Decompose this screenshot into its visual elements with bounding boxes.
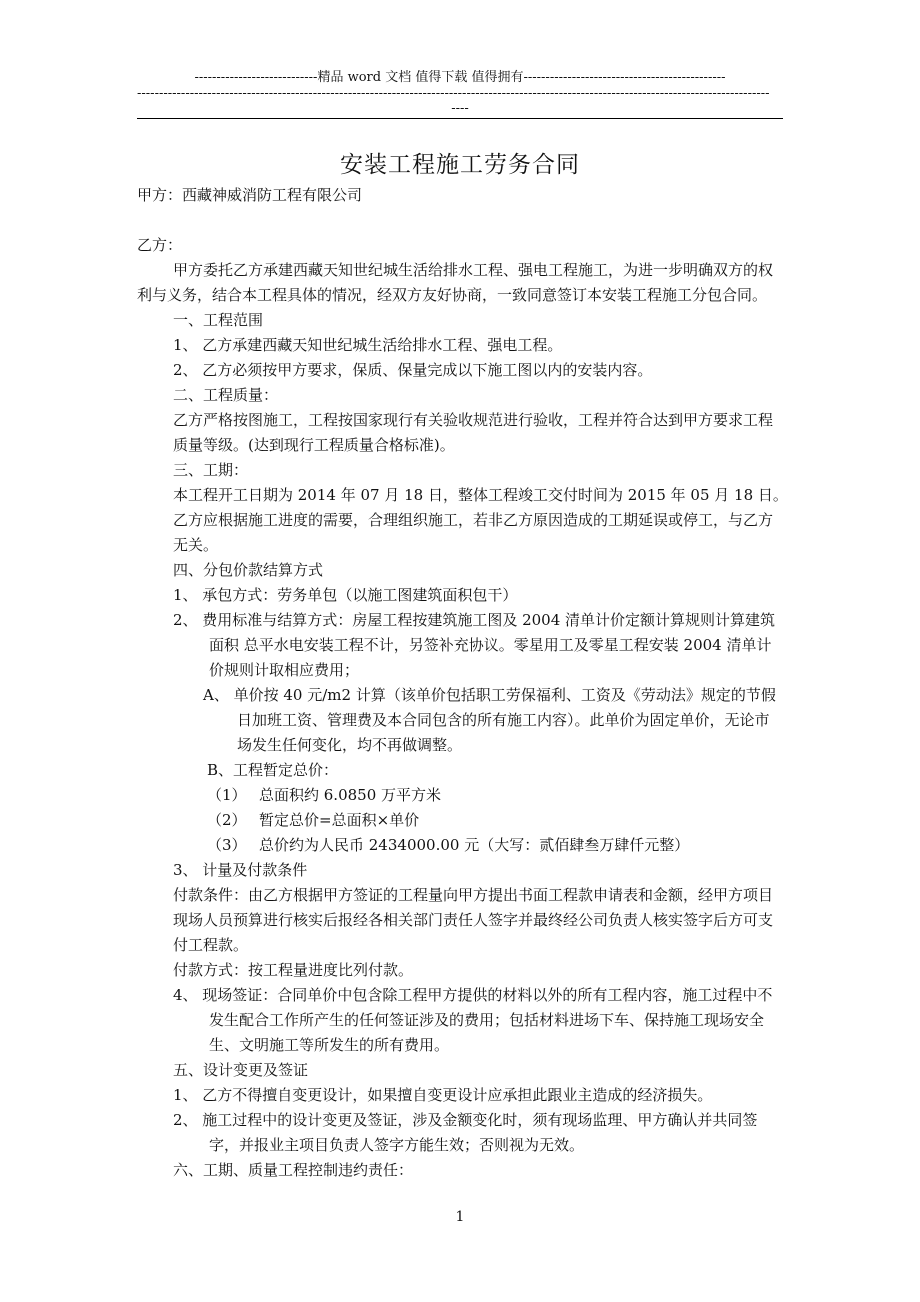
party-a: 甲方：西藏神威消防工程有限公司 <box>137 186 363 204</box>
section-3-heading: 三、工期： <box>173 461 249 479</box>
price-line <box>137 833 783 858</box>
document-title: 安装工程施工劳务合同 <box>340 152 580 178</box>
section-4-item-3: 3、 计量及付款条件 <box>173 861 308 879</box>
price-line <box>137 783 783 808</box>
section-3-dates: 本工程开工日期为 2014 年 07 月 18 日，整体工程竣工交付时间为 2015 年 05 月 18 日。 <box>173 486 788 504</box>
payment-conditions: 付款条件：由乙方根据甲方签证的工程量向甲方提出书面工程款申请表和金额，经甲方项目现场人员预算进行核实后报经各相关部门责任人签字并最终经公司负责人核实签字后方可支付工程款。 <box>173 886 774 954</box>
header-rule <box>137 118 783 119</box>
section-4-heading: 四、分包价款结算方式 <box>173 561 324 579</box>
section-5-item: 1、 乙方不得擅自变更设计，如果擅自变更设计应承担此跟业主造成的经济损失。 <box>173 1086 713 1104</box>
section-1-item: 2、 乙方必须按甲方要求，保质、保量完成以下施工图以内的安装内容。 <box>173 361 653 379</box>
page-number: 1 <box>455 1209 465 1225</box>
section-5-heading: 五、设计变更及签证 <box>173 1061 309 1079</box>
section-4-item-a: A、 单价按 40 元/m2 计算（该单价包括职工劳保福利、工资及《劳动法》规定的节假日加班工资、管理费及本合同包含的所有施工内容）。此单价为固定单价，无论市场发生任何变化，均不再做调整。 <box>203 686 776 754</box>
intro-paragraph: 甲方委托乙方承建西藏天知世纪城生活给排水工程、强电工程施工，为进一步明确双方的权利与义务，结合本工程具体的情况，经双方友好协商，一致同意签订本安装工程施工分包合同。 <box>137 261 774 304</box>
price-line-text: 总价约为人民币 2434000.00 元（大写：贰佰肆叁万肆仟元整） <box>259 836 690 854</box>
header-banner: ----------------------------精品 word 文档 值得下载 值得拥有---------------------------------------------- <box>194 70 726 85</box>
section-5-item: 2、 施工过程中的设计变更及签证，涉及金额变化时，须有现场监理、甲方确认并共同签字，并报业主项目负责人签字方能生效；否则视为无效。 <box>173 1111 758 1154</box>
price-line-text: 暂定总价=总面积×单价 <box>259 811 420 829</box>
section-4-item-1: 1、 承包方式：劳务单包（以施工图建筑面积包干） <box>173 586 518 604</box>
price-line-number: （2） <box>207 811 247 829</box>
section-3-text: 乙方应根据施工进度的需要，合理组织施工，若非乙方原因造成的工期延误或停工，与乙方无关。 <box>173 511 774 554</box>
spacer <box>137 208 783 233</box>
section-4-item-b: B、工程暂定总价： <box>207 761 339 779</box>
header-dashes-tail: ---- <box>451 101 469 116</box>
section-6-heading: 六、工期、质量工程控制违约责任： <box>173 1161 414 1179</box>
header-dashes: ------------------------------------------------------------------------------------------------------------------------------------------------ <box>137 86 770 101</box>
payment-method: 付款方式：按工程量进度比列付款。 <box>173 961 414 979</box>
section-1-heading: 一、工程范围 <box>173 311 264 329</box>
price-line-number: （3） <box>207 836 247 854</box>
section-2-text: 乙方严格按图施工，工程按国家现行有关验收规范进行验收，工程并符合达到甲方要求工程质量等级。(达到现行工程质量合格标准)。 <box>173 411 774 454</box>
section-1-item: 1、 乙方承建西藏天知世纪城生活给排水工程、强电工程。 <box>173 336 563 354</box>
contract-body <box>137 183 788 1183</box>
section-4-item-2: 2、 费用标准与结算方式：房屋工程按建筑施工图及 2004 清单计价定额计算规则计算建筑面积 总平水电安装工程不计，另签补充协议。零星用工及零星工程安装 2004 清单计价规则计取相应费用； <box>173 611 776 679</box>
price-line-text: 总面积约 6.0850 万平方米 <box>259 786 442 804</box>
price-line <box>137 808 783 833</box>
section-4-item-4: 4、 现场签证：合同单价中包含除工程甲方提供的材料以外的所有工程内容，施工过程中不发生配合工作所产生的任何签证涉及的费用；包括材料进场下车、保持施工现场安全生、文明施工等所发生的所有费用。 <box>173 986 773 1054</box>
party-b: 乙方： <box>137 236 183 254</box>
price-line-number: （1） <box>207 786 247 804</box>
section-2-heading: 二、工程质量： <box>173 386 279 404</box>
